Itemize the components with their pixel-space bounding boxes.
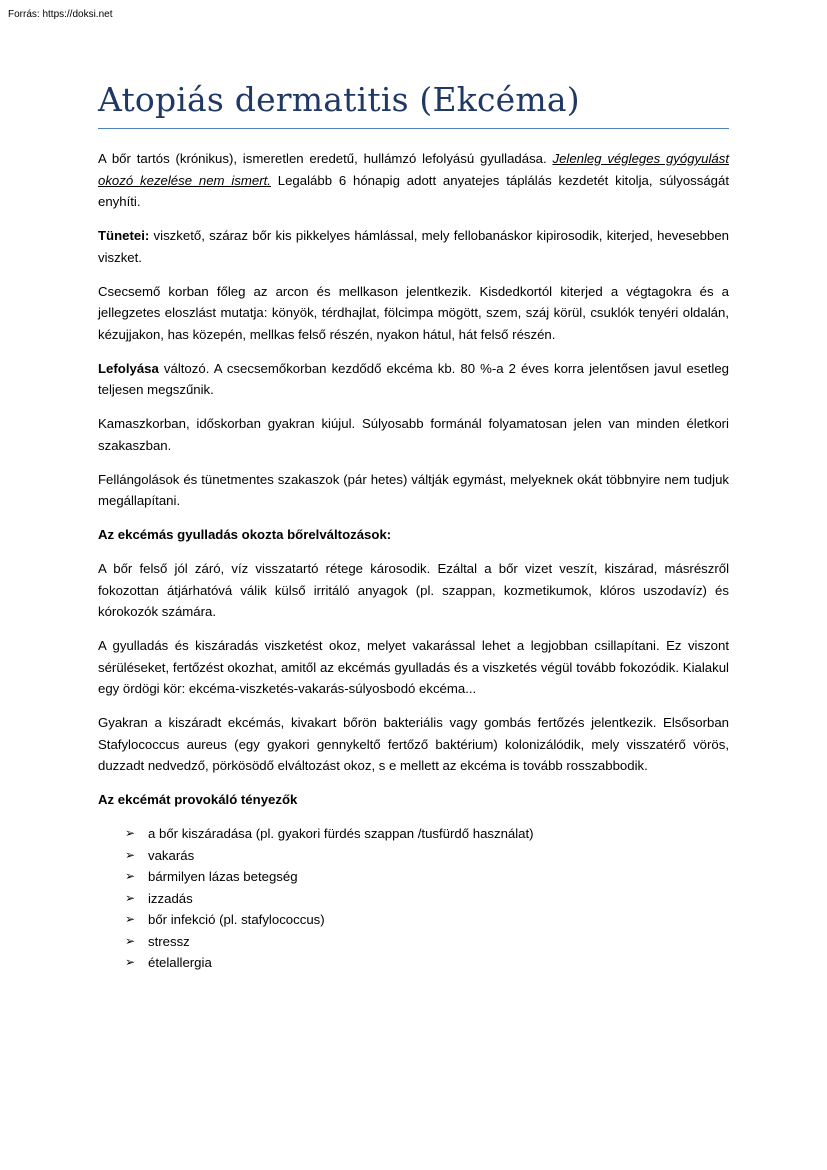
- factors-heading: Az ekcémát provokáló tényezők: [98, 792, 298, 807]
- arrow-bullet-icon: ➢: [125, 847, 136, 862]
- arrow-bullet-icon: ➢: [125, 955, 136, 969]
- course-text: változó. A csecsemőkorban kezdődő ekcéma kb. 80 %-a 2 éves korra jelentősen javul esetleg teljesen megszűnik.: [98, 360, 729, 397]
- infancy-paragraph: Csecsemő korban főleg az arcon és mellkason jelentkezik. Kisdedkortól kiterjed a végtagokra és a jellegzetes eloszlást mutatja: könyök, térdhajlat, fölcimpa mögött, szem, száj körül, csuklók tenyéri oldalán, kézujjakon, has közepén, mellkas felső részén, nyakon hátul, hát felső részén.: [98, 283, 729, 342]
- symptoms-label: Tünetei:: [98, 228, 150, 243]
- intro-text-after: Legalább 6 hónapig adott anyatejes táplálás kezdetét kitolja, súlyosságát enyhíti.: [98, 172, 730, 209]
- changes-paragraph-2: A gyulladás és kiszáradás viszketést okoz, melyet vakarással lehet a legjobban csillapítani. Ez viszont sérüléseket, fertőzést okozhat, amitől az ekcémás gyulladás és a viszketés végül tovább fokozódik. Kialakul egy ördögi kör: ekcéma-viszketés-vakarás-súlyosbodó ekcéma...: [98, 638, 729, 696]
- intro-text: A bőr tartós (krónikus), ismeretlen eredetű, hullámzó lefolyású gyulladása.: [98, 151, 553, 166]
- list-item-text: vakarás: [148, 847, 195, 863]
- symptoms-paragraph: [98, 225, 729, 268]
- arrow-bullet-icon: ➢: [125, 933, 136, 948]
- document-page: [98, 78, 729, 974]
- changes-heading: Az ekcémás gyulladás okozta bőrelváltozások:: [98, 527, 392, 542]
- changes-paragraph-3: Gyakran a kiszáradt ekcémás, kivakart bőrön bakteriális vagy gombás fertőzés jelentkezik. Elsősorban Stafylococcus aureus (egy gyakori gennykeltő fertőző baktérium) kolonizálódik, mely visszatérő vörös, duzzadt nedvedző, pörkösödő elváltozást okoz, s e mellett az ekcéma is tovább rosszabbodik.: [98, 715, 729, 773]
- list-item: [125, 931, 729, 953]
- list-item-text: ételallergia: [148, 955, 212, 970]
- list-item: [125, 823, 729, 845]
- list-item-text: izzadás: [148, 890, 193, 906]
- list-item: [125, 866, 729, 888]
- course-label: Lefolyása: [98, 360, 159, 376]
- arrow-bullet-icon: ➢: [125, 890, 136, 905]
- list-item: [125, 909, 729, 931]
- list-item-text: a bőr kiszáradása (pl. gyakori fürdés szappan /tusfürdő használat): [148, 826, 534, 841]
- list-item: [125, 845, 729, 867]
- arrow-bullet-icon: ➢: [125, 912, 136, 926]
- factors-list: [98, 823, 729, 974]
- list-item: [125, 952, 729, 974]
- intro-paragraph: [98, 148, 729, 213]
- course-paragraph: [98, 358, 729, 401]
- flares-paragraph: Fellángolások és tünetmentes szakaszok (pár hetes) váltják egymást, melyeknek okát többnyire nem tudjuk megállapítani.: [98, 471, 729, 508]
- intro-emphasis: Jelenleg végleges gyógyulást okozó kezelése nem ismert.: [98, 151, 729, 188]
- changes-paragraph-1: A bőr felső jól záró, víz visszatartó rétege károsodik. Ezáltal a bőr vizet veszít, kiszárad, másrészről fokozottan átjárhatóvá válik külső irritáló anyagok (pl. szappan, kozmetikumok, klóros uszodavíz) és kórokozók számára.: [98, 561, 729, 619]
- list-item-text: stressz: [148, 933, 190, 949]
- symptoms-text: viszkető, száraz bőr kis pikkelyes hámlással, mely fellobanáskor kipirosodik, kiterjed, hevesebben viszket.: [98, 228, 729, 265]
- page-title: Atopiás dermatitis (Ekcéma): [98, 78, 729, 129]
- source-label: Forrás: https://doksi.net: [8, 9, 113, 20]
- list-item-text: bármilyen lázas betegség: [148, 869, 298, 884]
- arrow-bullet-icon: ➢: [125, 869, 136, 883]
- document-body: [98, 148, 729, 974]
- adolescence-paragraph: Kamaszkorban, időskorban gyakran kiújul. Súlyosabb formánál folyamatosan jelen van minden életkori szakaszban.: [98, 416, 729, 453]
- list-item: [125, 888, 729, 910]
- list-item-text: bőr infekció (pl. stafylococcus): [148, 912, 325, 927]
- arrow-bullet-icon: ➢: [125, 826, 136, 840]
